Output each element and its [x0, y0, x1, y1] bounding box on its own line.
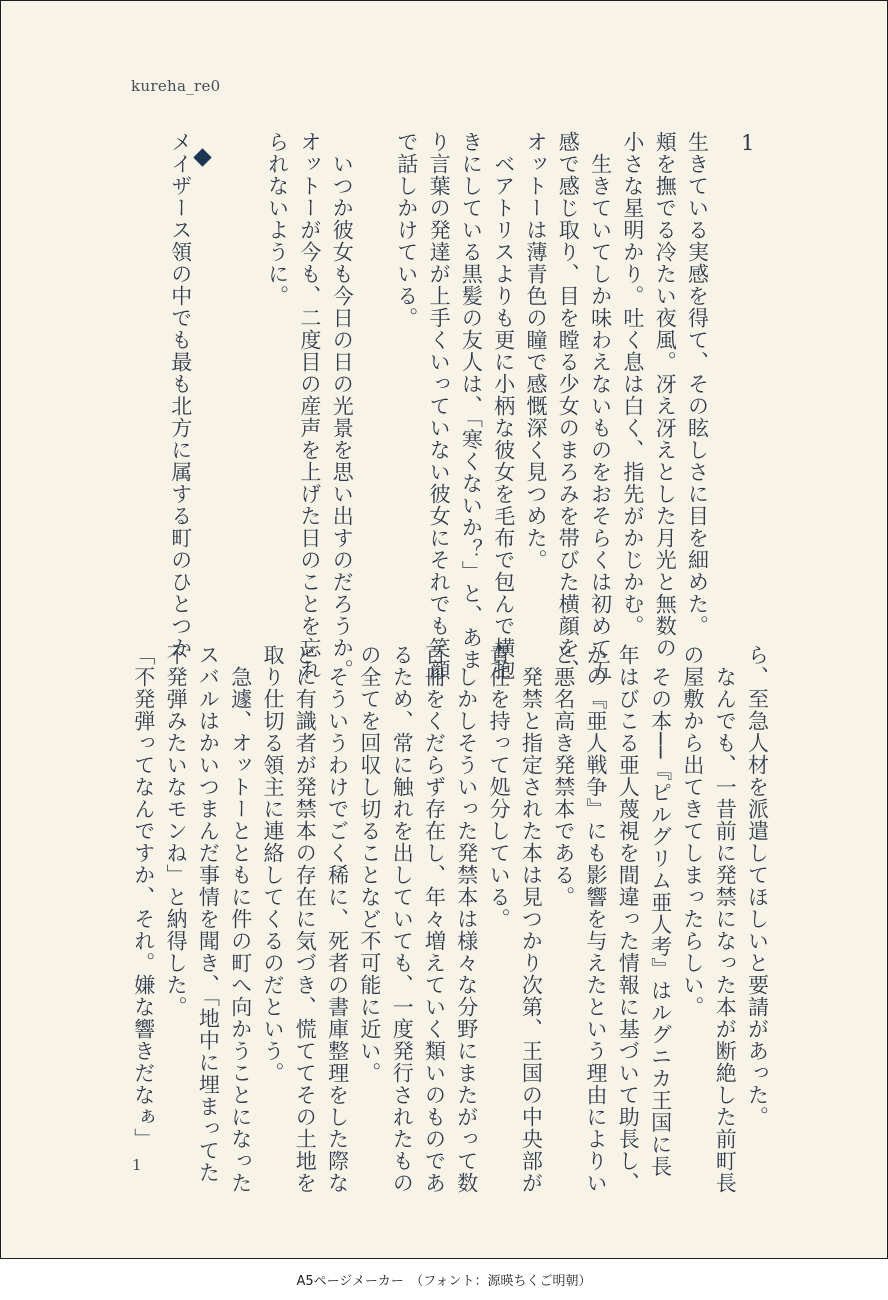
page-number: 1: [132, 1156, 142, 1174]
text-line: 小さな星明かり。吐く息は白く、指先がかじかむ。: [620, 131, 645, 637]
text-line: オットーが今も、二度目の産声を上げた日のことを忘れ: [297, 131, 322, 681]
text-line: 「不発弾ってなんですか、それ。嫌な響きだなぁ」: [131, 644, 156, 1150]
text-line: の全てを回収し切ることなど不可能に近い。: [357, 644, 382, 1084]
text-line: オットーは薄青色の瞳で感慨深く見つめた。: [524, 131, 548, 571]
text-line: 責任を持って処分している。: [487, 644, 512, 930]
author-name: kureha_re0: [131, 77, 221, 95]
text-line: きにしている黒髪の友人は、「寒くないか？」と、あま: [459, 131, 484, 671]
text-line: なんでも、一昔前に発禁になった本が断絶した前町長: [713, 644, 738, 1194]
text-line: いつか彼女も今日の日の光景を思い出すのだろうか。: [330, 131, 355, 681]
text-line: その本──『ピルグリム亜人考』はルグニカ王国に長: [648, 644, 673, 1178]
text-line: 百冊をくだらず存在し、年々増えていく類いのものであ: [422, 644, 447, 1194]
footer-caption: A5ページメーカー （フォント：源暎ちくご明朝）: [296, 1274, 592, 1289]
text-line: 生きている実感を得て、その眩しさに目を細めた。: [685, 131, 710, 637]
text-line: 年はびこる亜人蔑視を間違った情報に基づいて助長し、: [616, 644, 641, 1194]
text-line: そういうわけでごく稀に、死者の書庫整理をした際な: [325, 644, 350, 1194]
text-line: メイザース領の中でも最も北方に属する町のひとつか: [168, 131, 193, 659]
text-line: しかしそういった発禁本は様々な分野にまたがって数: [454, 644, 479, 1194]
text-line: るため、常に触れを出していても、一度発行されたもの: [390, 644, 415, 1194]
chapter-number: 1: [741, 131, 755, 155]
text-line: の屋敷から出てきてしまったらしい。: [680, 644, 705, 1018]
text-line: 感で感じ取り、目を瞠る少女のまろみを帯びた横顔を、: [556, 131, 581, 681]
text-line: ら、至急人材を派遣してほしいと要請があった。: [745, 644, 770, 1128]
text-line: 急遽、オットーとともに件の町へ向かうことになった: [228, 644, 253, 1194]
text-line: り言葉の発達が上手くいっていない彼女にそれでも笑顔: [427, 131, 452, 681]
text-line: 発禁と指定された本は見つかり次第、王国の中央部が: [519, 644, 544, 1194]
text-line: 取り仕切る領主に連絡してくるのだという。: [261, 644, 285, 1084]
text-line: 不発弾みたいなモンね」と納得した。: [164, 644, 189, 1018]
text-line: どに有識者が発禁本の存在に気づき、慌ててその土地を: [293, 644, 318, 1194]
text-line: られないように。: [265, 131, 290, 307]
text-line: 生きていてしか味わえないものをおそらくは初めて五: [588, 131, 613, 681]
text-line: かの『亜人戦争』にも影響を与えたという理由によりい: [584, 644, 608, 1194]
text-line: と悪名高き発禁本である。: [551, 644, 576, 908]
text-line: 頬を撫でる冷たい夜風。冴え冴えとした月光と無数の: [653, 131, 678, 659]
text-line: で話しかけている。: [394, 131, 419, 329]
text-line: スバルはかいつまんだ事情を聞き、「地中に埋まってた: [196, 644, 221, 1184]
text-line: ベアトリスよりも更に小柄な彼女を毛布で包んで横抱: [491, 131, 516, 681]
